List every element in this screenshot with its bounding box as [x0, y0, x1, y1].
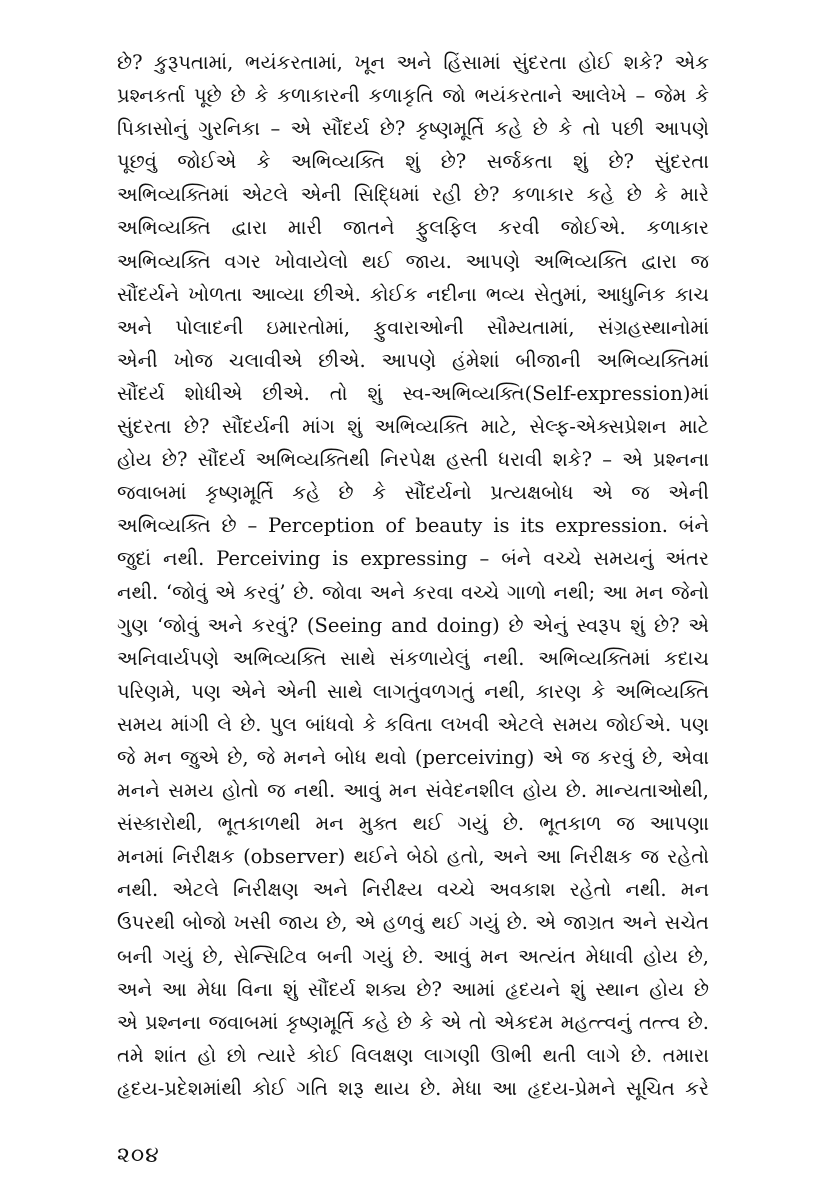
text-line: અભિવ્યક્તિ વગર ખોવાયેલો થઈ જાય. આપણે અભિવ્યક્તિ દ્વારા જ [117, 249, 709, 273]
text-line: અભિવ્યક્તિ છે – Perception of beauty is its expression. બંને [117, 514, 709, 538]
text-line: નથી. એટલે નિરીક્ષણ અને નિરીક્ષ્ય વચ્ચે અવકાશ રહેતો નથી. મન [117, 878, 709, 902]
text-line: મનમાં નિરીક્ષક (observer) થઈને બેઠો હતો, અને આ નિરીક્ષક જ રહેતો [117, 845, 709, 869]
text-line: પૂછવું જોઈએ કે અભિવ્યક્તિ શું છે? સર્જકતા શું છે? સુંદરતા [117, 150, 709, 174]
body-text [117, 46, 709, 1105]
text-line: અભિવ્યક્તિ દ્વારા મારી જાતને ફુલફિલ કરવી જોઈએ. કળાકાર [117, 216, 709, 240]
text-line: બની ગયું છે, સેન્સિટિવ બની ગયું છે. આવું મન અત્યંત મેધાવી હોય છે, [117, 944, 709, 968]
text-line: સૌંદર્ય શોધીએ છીએ. તો શું સ્વ-અભિવ્યક્તિ(Self-expression)માં [117, 381, 709, 405]
text-line: મનને સમય હોતો જ નથી. આવું મન સંવેદનશીલ હોય છે. માન્યતાઓથી, [117, 779, 709, 803]
text-line: પ્રશ્નકર્તા પૂછે છે કે કળાકારની કળાકૃતિ જો ભયંકરતાને આલેખે – જેમ કે [117, 84, 709, 108]
text-line: છે? કુરૂપતામાં, ભયંકરતામાં, ખૂન અને હિંસામાં સુંદરતા હોઈ શકે? એક [117, 51, 709, 74]
text-line: સૌંદર્યને ખોળતા આવ્યા છીએ. કોઈક નદીના ભવ્ય સેતુમાં, આધુનિક કાચ [117, 282, 709, 306]
text-line: સુંદરતા છે? સૌંદર્યની માંગ શું અભિવ્યક્તિ માટે, સેલ્ફ-એક્સપ્રેશન માટે [117, 415, 709, 439]
text-line: સમય માંગી લે છે. પુલ બાંધવો કે કવિતા લખવી એટલે સમય જોઈએ. પણ [117, 712, 709, 736]
text-line: અભિવ્યક્તિમાં એટલે એની સિદ્ધિમાં રહી છે? કળાકાર કહે છે કે મારે [117, 183, 709, 207]
text-line: હોય છે? સૌંદર્ય અભિવ્યક્તિથી નિરપેક્ષ હસ્તી ધરાવી શકે? – એ પ્રશ્નના [117, 448, 709, 472]
text-line: પિકાસોનું ગુરનિકા – એ સૌંદર્ય છે? કૃષ્ણમૂર્તિ કહે છે કે તો પછી આપણે [117, 117, 709, 141]
text-line: ગુણ ‘જોવું અને કરવું? (Seeing and doing) છે એનું સ્વરૂપ શું છે? એ [117, 613, 709, 637]
text-line: જવાબમાં કૃષ્ણમૂર્તિ કહે છે કે સૌંદર્યનો પ્રત્યક્ષબોધ એ જ એની [117, 481, 709, 505]
text-line: એની ખોજ ચલાવીએ છીએ. આપણે હંમેશાં બીજાની અભિવ્યક્તિમાં [117, 348, 709, 372]
text-line: હૃદય-પ્રદેશમાંથી કોઈ ગતિ શરૂ થાય છે. મેધા આ હૃદય-પ્રેમને સૂચિત કરે [117, 1076, 709, 1100]
text-line: જે મન જુએ છે, જે મનને બોધ થવો (perceiving) એ જ કરવું છે, એવા [117, 745, 709, 769]
text-line: ઉપરથી બોજો ખસી જાય છે, એ હળવું થઈ ગયું છે. એ જાગ્રત અને સચેત [117, 911, 709, 935]
text-line: તમે શાંત હો છો ત્યારે કોઈ વિલક્ષણ લાગણી ઊભી થતી લાગે છે. તમારા [117, 1043, 709, 1067]
text-line: અને આ મેધા વિના શું સૌંદર્ય શક્ય છે? આમાં હૃદયને શું સ્થાન હોય છે [117, 977, 709, 1001]
text-line: પરિણમે, પણ એને એની સાથે લાગતુંવળગતું નથી, કારણ કે અભિવ્યક્તિ [117, 679, 709, 703]
text-line: નથી. ‘જોવું એ કરવું’ છે. જોવા અને કરવા વચ્ચે ગાળો નથી; આ મન જેનો [117, 580, 709, 604]
text-line: સંસ્કારોથી, ભૂતકાળથી મન મુક્ત થઈ ગયું છે. ભૂતકાળ જ આપણા [117, 812, 709, 836]
text-line: જુદાં નથી. Perceiving is expressing – બંને વચ્ચે સમયનું અંતર [117, 547, 709, 571]
text-line: એ પ્રશ્નના જવાબમાં કૃષ્ણમૂર્તિ કહે છે કે એ તો એકદમ મહત્ત્વનું તત્ત્વ છે. [117, 1010, 709, 1034]
text-line: અનિવાર્યપણે અભિવ્યક્તિ સાથે સંકળાયેલું નથી. અભિવ્યક્તિમાં કદાચ [117, 646, 709, 670]
text-line: અને પોલાદની ઇમારતોમાં, ફુવારાઓની સૌમ્યતામાં, સંગ્રહસ્થાનોમાં [117, 315, 709, 339]
page-number: ૨૦૪ [117, 1143, 160, 1168]
